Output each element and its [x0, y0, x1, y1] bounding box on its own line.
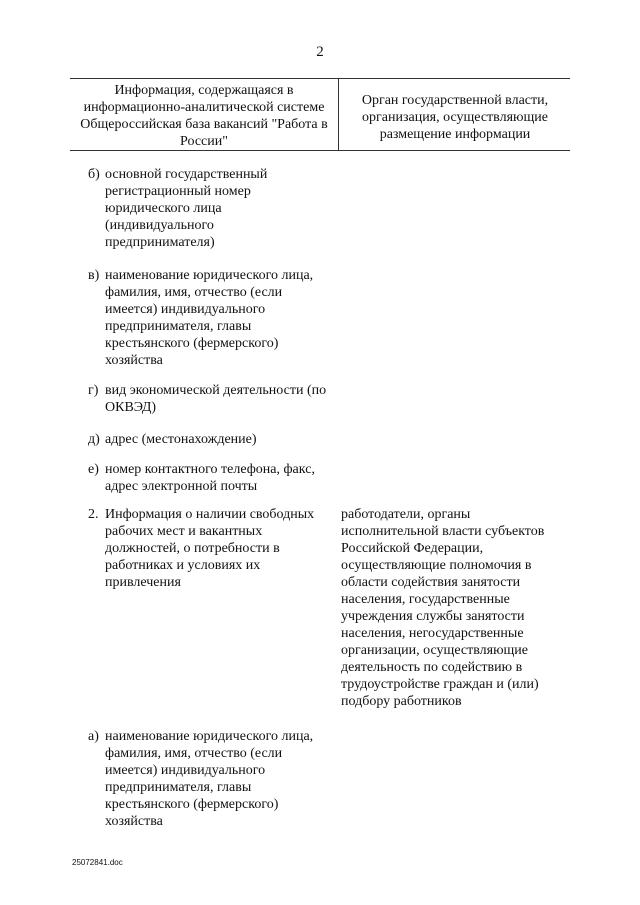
list-item-e	[88, 461, 338, 495]
table-header-authority-column: Орган государственной власти, организация, осуществляющие размещение информации	[361, 93, 549, 142]
list-item-a	[88, 728, 338, 830]
table-header-top-rule	[70, 78, 570, 79]
list-item-marker: а)	[88, 729, 99, 744]
list-item-g	[88, 382, 338, 416]
document-file-code: 25072841.doc	[72, 858, 123, 867]
list-item-text: адрес (местонахождение)	[105, 432, 257, 447]
list-item-text: наименование юридического лица, фамилия, имя, отчество (если имеется) индивидуального предпринимателя, главы крестьянского (фермерского) хозяйства	[105, 268, 314, 368]
list-item-text: номер контактного телефона, факс, адрес электронной почты	[105, 462, 315, 494]
list-item-marker: д)	[88, 432, 100, 447]
list-item-marker: б)	[88, 167, 100, 182]
page-number: 2	[316, 44, 324, 60]
list-item-d	[88, 431, 338, 448]
list-item-text: основной государственный регистрационный номер юридического лица (индивидуального предпринимателя)	[105, 167, 268, 250]
list-item-marker: г)	[88, 383, 99, 398]
table-header-information-column: Информация, содержащаяся в информационно-аналитической системе Общероссийская база вакансий "Работа в России"	[80, 83, 328, 149]
table-header-bottom-rule	[70, 150, 570, 151]
list-item-text: наименование юридического лица, фамилия, имя, отчество (если имеется) индивидуального предпринимателя, главы крестьянского (фермерского) хозяйства	[105, 729, 314, 829]
list-item-text: вид экономической деятельности (по ОКВЭД)	[105, 383, 327, 415]
list-item-v	[88, 267, 338, 369]
list-item-2	[88, 506, 338, 591]
list-item-marker: в)	[88, 268, 100, 283]
list-item-text: Информация о наличии свободных рабочих мест и вакантных должностей, о потребности в работниках и условиях их привлечения	[105, 507, 315, 590]
responsible-bodies-text: работодатели, органы исполнительной власти субъектов Российской Федерации, осуществляющие полномочия в области содействия занятости населения, государственные учреждения службы занятости населения, негосударственные организации, осуществляющие деятельность по содействию в трудоустройстве граждан и (или) подбору работников	[341, 507, 545, 709]
table-header-column-divider	[338, 78, 339, 150]
list-item-marker: е)	[88, 462, 99, 477]
list-item-b	[88, 166, 338, 251]
list-item-marker: 2.	[88, 507, 99, 522]
